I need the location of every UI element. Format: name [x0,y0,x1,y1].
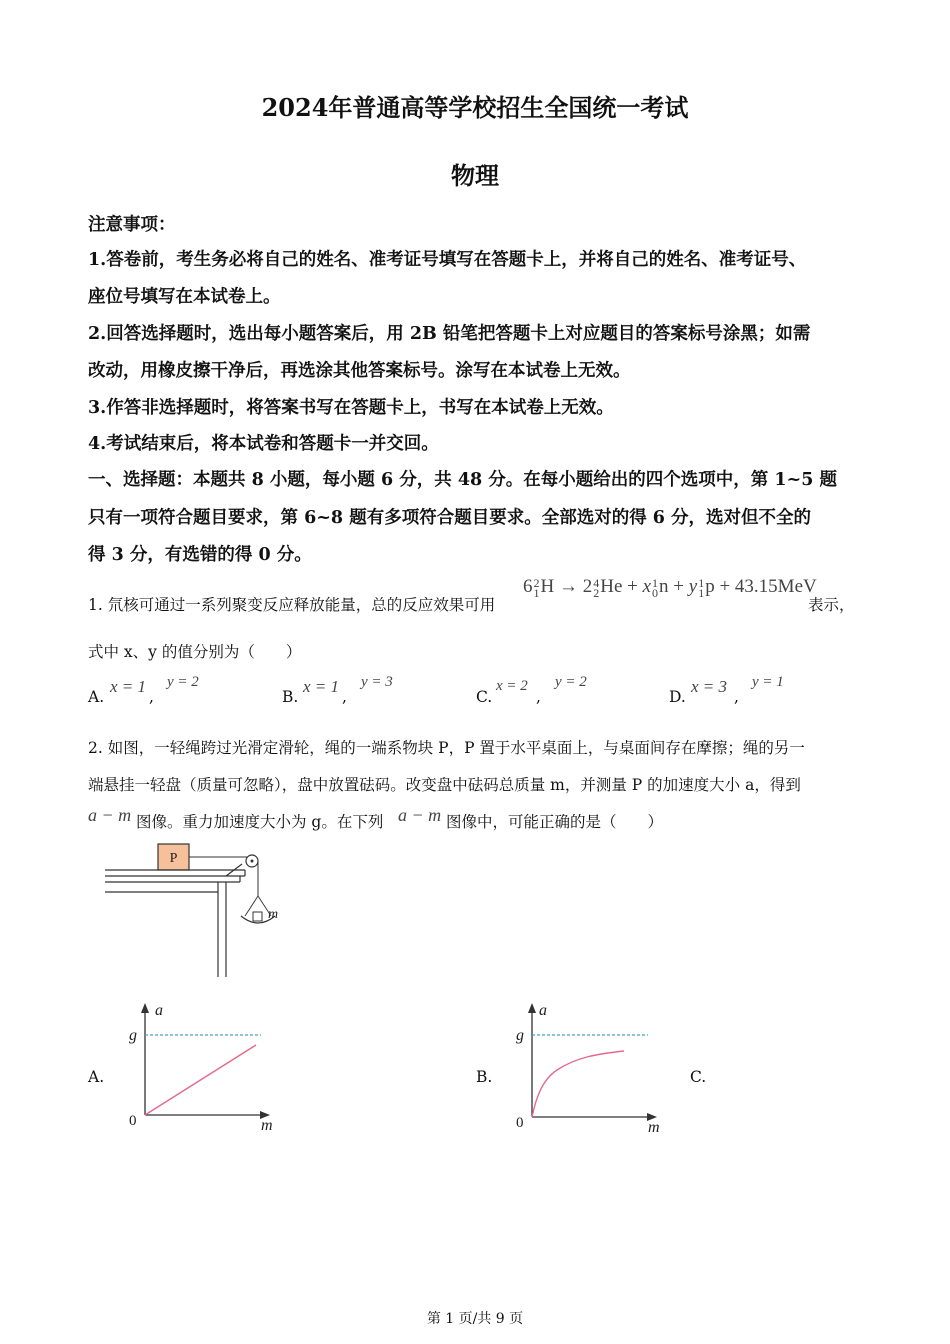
q2-stem: 图像。重力加速度大小为 g。在下列 [136,813,384,831]
g-label: g [129,1027,137,1044]
q2-stem: 2. 如图，一轻绳跨过光滑定滑轮，绳的一端系物块 P，P 置于水平桌面上，与桌面间存在摩擦；绳的另一 [88,739,805,757]
page-number: 第 1 页/共 9 页 [426,1311,524,1327]
block-p-label: P [169,851,178,866]
q1-option-sep: , [536,688,541,706]
y-axis-label: a [539,1002,547,1019]
q2-option-label: A. [88,1068,105,1086]
subject-title: 物理 [451,161,499,190]
q1-option-label: A. [88,688,105,706]
q1-option-y: y = 2 [167,674,199,690]
g-label: g [516,1027,524,1044]
y-axis-label: a [155,1002,163,1019]
q1-option-x: x = 1 [303,677,340,696]
q1-stem-end: 表示， [808,596,855,614]
section-instructions: 只有一项符合题目要求，第 6~8 题有多项符合题目要求。全部选对的得 6 分，选对但不全的 [88,508,812,528]
notice-line: 2.回答选择题时，选出每小题答案后，用 2B 铅笔把答题卡上对应题目的答案标号涂黑；如需 [88,324,811,344]
q1-option-y: y = 1 [752,674,784,690]
q2-stem: 端悬挂一轻盘（质量可忽略），盘中放置砝码。改变盘中砝码总质量 m，并测量 P 的加速度大小 a，得到 [88,776,801,794]
notice-line: 3.作答非选择题时，将答案书写在答题卡上，书写在本试卷上无效。 [88,398,614,418]
origin-label: 0 [129,1113,137,1129]
option-a-graph [125,998,285,1136]
notice-heading: 注意事项： [88,215,176,235]
q1-option-x: x = 2 [496,678,528,694]
pulley-apparatus-figure [100,840,290,982]
curve-line [145,1045,256,1115]
notice-line: 1.答卷前，考生务必将自己的姓名、准考证号填写在答题卡上，并将自己的姓名、准考证号、 [88,250,807,270]
x-axis-label: m [648,1119,660,1136]
notice-line: 4.考试结束后，将本试卷和答题卡一并交回。 [88,434,439,454]
notice-line: 座位号填写在本试卷上。 [88,287,281,307]
q1-question: 式中 x、y 的值分别为（ ） [88,643,302,661]
q1-stem: 1. 氘核可通过一系列聚变反应释放能量，总的反应效果可用 [88,596,496,614]
q1-equation: 6 2 1 H → 2 4 2 He + x 1 0 n + y 1 1 p + 43.15MeV [523,575,817,600]
q2-expression: a − m [398,805,442,825]
mass-label: m [268,907,279,922]
notice-line: 改动，用橡皮擦干净后，再选涂其他答案标号。涂写在本试卷上无效。 [88,361,631,381]
q1-option-sep: , [149,688,154,706]
y-axis-arrow [528,1003,536,1013]
q1-option-label: D. [669,688,686,706]
section-instructions: 一、选择题：本题共 8 小题，每小题 6 分，共 48 分。在每小题给出的四个选项中，第 1~5 题 [88,470,837,490]
x-axis-label: m [261,1117,273,1134]
option-b-graph [512,998,672,1138]
origin-label: 0 [516,1115,524,1131]
y-axis-arrow [141,1003,149,1013]
q2-expression: a − m [88,805,132,825]
weight [253,912,262,921]
section-instructions: 得 3 分，有选错的得 0 分。 [88,545,312,565]
q2-stem: 图像中，可能正确的是（ ） [446,813,664,831]
q1-option-sep: , [342,688,347,706]
q1-option-label: B. [282,688,299,706]
q1-option-x: x = 1 [110,677,147,696]
q1-option-y: y = 3 [361,674,393,690]
curve-line [532,1051,624,1117]
q1-option-sep: , [734,688,739,706]
q1-option-x: x = 3 [691,677,728,696]
q1-option-label: C. [476,688,493,706]
q2-option-label: C. [690,1068,707,1086]
q2-option-label: B. [476,1068,493,1086]
exam-title: 2024年普通高等学校招生全国统一考试 [261,93,689,122]
q1-option-y: y = 2 [555,674,587,690]
